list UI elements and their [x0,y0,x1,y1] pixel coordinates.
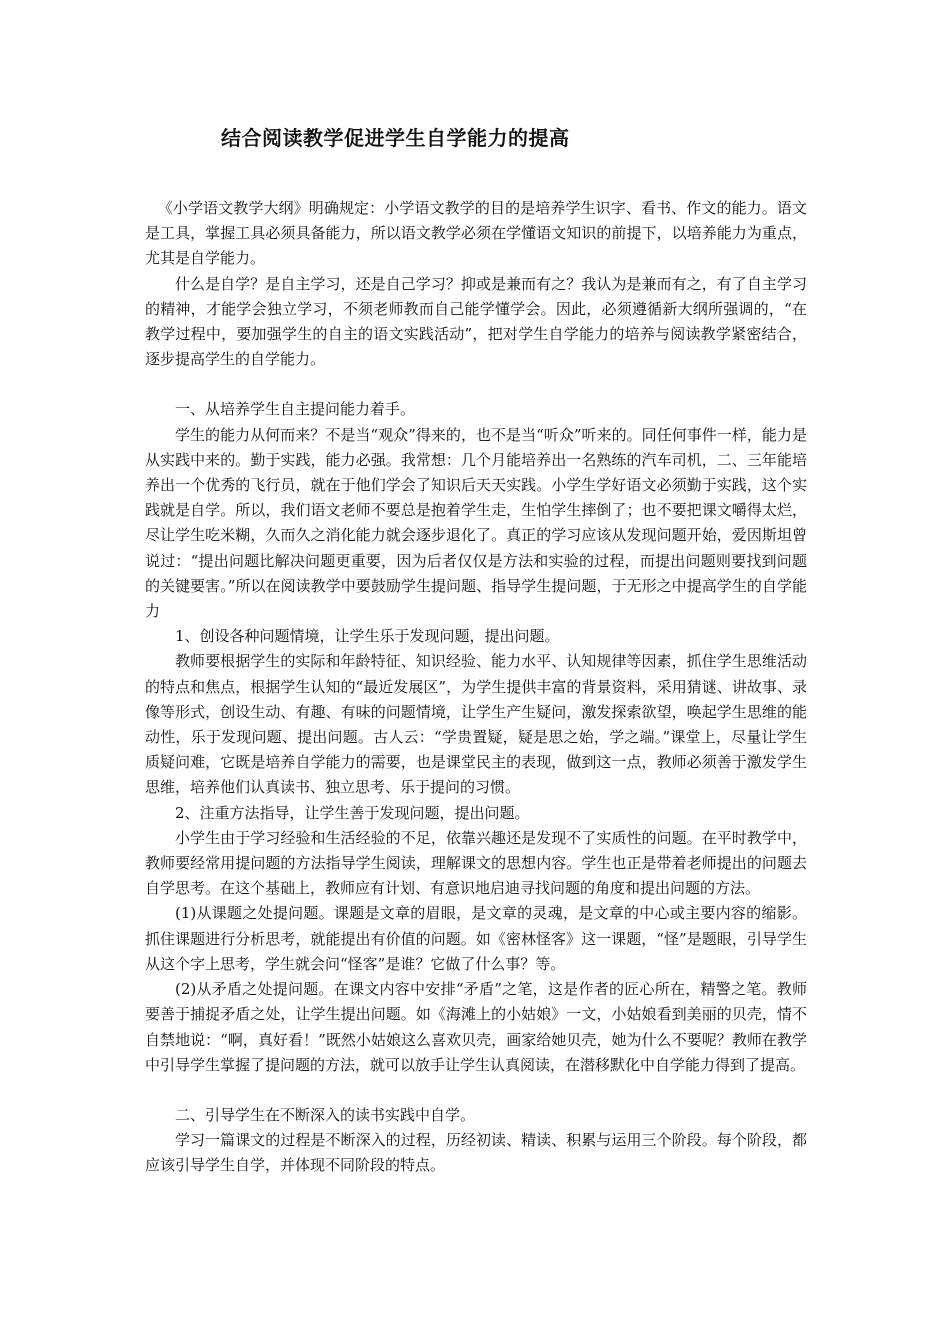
paragraph-method-guidance: 小学生由于学习经验和生活经验的不足，依靠兴趣还是发现不了实质性的问题。在平时教学中，教师要经常用提问题的方法指导学生阅读，理解课文的思想内容。学生也正是带着老师提出的问题去自学思考。在这个基础上，教师应有计划、有意识地启迪寻找问题的角度和提出问题的方法。 [145,828,807,898]
section-heading-2: 二、引导学生在不断深入的读书实践中自学。 [175,1105,476,1124]
subheading-2: 2、注重方法指导，让学生善于发现问题，提出问题。 [175,803,530,822]
paragraph-reading-stages: 学习一篇课文的过程是不断深入的过程，历经初读、精读、积累与运用三个阶段。每个阶段，都应该引导学生自学，并体现不同阶段的特点。 [145,1131,807,1175]
document-title: 结合阅读教学促进学生自学能力的提高 [221,126,570,150]
paragraph-what-is-self-study: 什么是自学？是自主学习，还是自己学习？抑或是兼而有之？我认为是兼而有之，有了自主学习的精神，才能学会独立学习，不须老师教而自己能学懂学会。因此，必须遵循新大纲所强调的，“在教学过程中，要加强学生的自主的语文实践活动”，把对学生自学能力的培养与阅读教学紧密结合，逐步提高学生的自学能力。 [145,274,807,369]
paragraph-practice: 学生的能力从何而来？不是当“观众”得来的，也不是当“听众”听来的。同任何事件一样，能力是从实践中来的。勤于实践，能力必强。我常想：几个月能培养出一名熟练的汽车司机，二、三年能培养出一个优秀的飞行员，就在于他们学会了知识后天天实践。小学生学好语文必须勤于实践，这个实践就是自学。所以，我们语文老师不要总是抱着学生走，生怕学生摔倒了；也不要把课文嚼得太烂，尽让学生吃米糊，久而久之消化能力就会逐步退化了。真正的学习应该从发现问题开始，爱因斯坦曾说过：“提出问题比解决问题更重要，因为后者仅仅是方法和实验的过程，而提出问题则要找到问题的关键要害。”所以在阅读教学中要鼓励学生提问题、指导学生提问题，于无形之中提高学生的自学能力 [145,425,807,621]
section-heading-1: 一、从培养学生自主提问能力着手。 [175,400,416,419]
paragraph-intro: 《小学语文教学大纲》明确规定：小学语文教学的目的是培养学生识字、看书、作文的能力。语文是工具，掌握工具必须具备能力，所以语文教学必须在学懂语文知识的前提下，以培养能力为重点，尤其是自学能力。 [145,199,807,268]
paragraph-contradiction-questions: (2)从矛盾之处提问题。在课文内容中安排“矛盾”之笔，这是作者的匠心所在，精警之笔。教师要善于捕捉矛盾之处，让学生提出问题。如《海滩上的小姑娘》一文，小姑娘看到美丽的贝壳，情不自禁地说：“啊，真好看！”既然小姑娘这么喜欢贝壳，画家给她贝壳，她为什么不要呢？教师在教学中引导学生掌握了提问题的方法，就可以放手让学生认真阅读，在潜移默化中自学能力得到了提高。 [145,980,807,1074]
paragraph-title-questions: (1)从课题之处提问题。课题是文章的眉眼，是文章的灵魂，是文章的中心或主要内容的缩影。抓住课题进行分析思考，就能提出有价值的问题。如《密林怪客》这一课题，“怪”是题眼，引导学生从这个字上思考，学生就会问“怪客”是谁？它做了什么事？等。 [145,904,807,973]
subheading-1: 1、创设各种问题情境，让学生乐于发现问题，提出问题。 [175,627,560,646]
document-body [145,196,807,1179]
paragraph-gap [145,1078,807,1103]
paragraph-question-situation: 教师要根据学生的实际和年龄特征、知识经验、能力水平、认知规律等因素，抓住学生思维活动的特点和焦点，根据学生认知的“最近发展区”，为学生提供丰富的背景资料，采用猜谜、讲故事、录像等形式，创设生动、有趣、有味的问题情境，让学生产生疑问，激发探索欲望，唤起学生思维的能动性，乐于发现问题、提出问题。古人云：“学贵置疑，疑是思之始，学之端。”课堂上，尽量让学生质疑问难，它既是培养自学能力的需要，也是课堂民主的表现，做到这一点，教师必须善于激发学生思维，培养他们认真读书、独立思考、乐于提问的习惯。 [145,652,807,797]
paragraph-gap [145,372,807,397]
